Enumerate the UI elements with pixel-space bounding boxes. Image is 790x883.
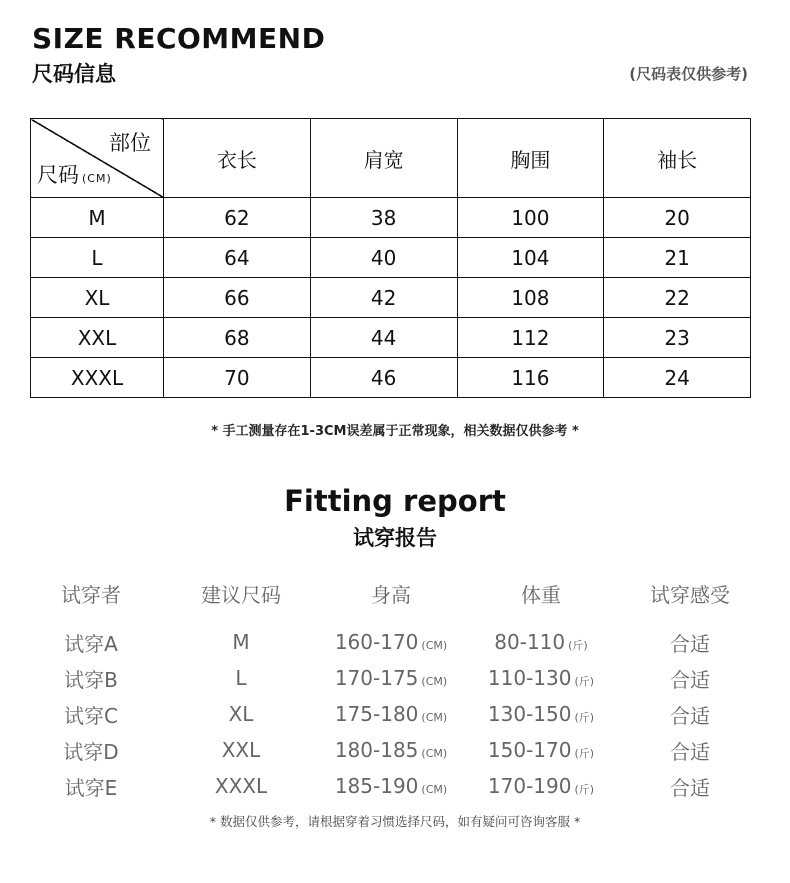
value-cell: 24 (604, 358, 751, 398)
size-cell: M (31, 198, 164, 238)
size-cell: L (31, 238, 164, 278)
fitting-header: 身高 (371, 582, 411, 607)
weight-cell: 150-170 (斤) (487, 738, 595, 762)
feel-cell: 合适 (670, 667, 710, 692)
size-cell: XXXL (31, 358, 164, 398)
fitting-row (16, 660, 764, 696)
column-header: 衣长 (164, 119, 311, 198)
table-row (31, 318, 751, 358)
tester-cell: 试穿B (64, 667, 118, 692)
fitting-note: * 数据仅供参考，请根据穿着习惯选择尺码，如有疑问可咨询客服 * (209, 814, 581, 829)
value-cell: 40 (310, 238, 457, 278)
height-cell: 180-185 (CM) (334, 738, 448, 762)
size-table (30, 118, 751, 398)
height-cell: 175-180 (CM) (334, 702, 448, 726)
fitting-header: 试穿者 (61, 582, 121, 607)
table-row (31, 238, 751, 278)
size-cell: XXL (31, 318, 164, 358)
weight-unit: (斤) (568, 639, 588, 652)
measurement-note: * 手工测量存在1-3CM误差属于正常现象，相关数据仅供参考 * (211, 424, 579, 439)
feel-cell: 合适 (670, 703, 710, 728)
value-cell: 112 (457, 318, 604, 358)
value-cell: 66 (164, 278, 311, 318)
height-cell: 185-190 (CM) (334, 774, 448, 798)
value-cell: 46 (310, 358, 457, 398)
tester-cell: 试穿E (64, 775, 118, 800)
value-cell: 38 (310, 198, 457, 238)
height-unit: (CM) (421, 711, 448, 724)
fitting-title-cn: 试穿报告 (353, 526, 437, 550)
size-cell: XXL (221, 738, 261, 762)
reference-note: (尺码表仅供参考) (629, 65, 748, 83)
value-cell: 62 (164, 198, 311, 238)
height-cell: 160-170 (CM) (334, 630, 448, 654)
table-row (31, 198, 751, 238)
feel-cell: 合适 (670, 739, 710, 764)
weight-unit: (斤) (574, 711, 595, 724)
tester-cell: 试穿C (64, 703, 118, 728)
value-cell: 64 (164, 238, 311, 278)
feel-cell: 合适 (670, 631, 710, 656)
weight-cell: 80-110 (斤) (494, 630, 588, 654)
value-cell: 44 (310, 318, 457, 358)
corner-size-label: 尺码 (CM) (37, 163, 112, 187)
weight-cell: 170-190 (斤) (487, 774, 595, 798)
height-cell: 170-175 (CM) (334, 666, 448, 690)
size-cell: L (235, 666, 247, 690)
value-cell: 108 (457, 278, 604, 318)
tester-cell: 试穿A (64, 631, 118, 656)
fitting-table (16, 576, 764, 804)
height-unit: (CM) (421, 639, 448, 652)
value-cell: 68 (164, 318, 311, 358)
height-unit: (CM) (421, 783, 448, 796)
height-unit: (CM) (421, 747, 448, 760)
weight-unit: (斤) (574, 783, 595, 796)
size-cell: M (232, 630, 250, 654)
size-cell: XL (228, 702, 254, 726)
fitting-header: 体重 (521, 582, 561, 607)
fitting-row (16, 624, 764, 660)
size-cell: XXXL (214, 774, 268, 798)
value-cell: 116 (457, 358, 604, 398)
column-header: 胸围 (457, 119, 604, 198)
value-cell: 22 (604, 278, 751, 318)
tester-cell: 试穿D (63, 739, 119, 764)
value-cell: 20 (604, 198, 751, 238)
table-row (31, 278, 751, 318)
weight-unit: (斤) (574, 675, 595, 688)
column-header: 袖长 (604, 119, 751, 198)
value-cell: 23 (604, 318, 751, 358)
column-header: 肩宽 (310, 119, 457, 198)
corner-unit: (CM) (82, 172, 112, 185)
feel-cell: 合适 (670, 775, 710, 800)
weight-cell: 110-130 (斤) (487, 666, 595, 690)
fitting-row (16, 732, 764, 768)
fitting-header: 试穿感受 (650, 582, 730, 607)
corner-cell (31, 119, 164, 198)
page-title-cn: 尺码信息 (32, 62, 116, 86)
fitting-row (16, 768, 764, 804)
corner-part-label: 部位 (109, 131, 151, 155)
page-title-en: SIZE RECOMMEND (32, 22, 326, 55)
fitting-row (16, 696, 764, 732)
value-cell: 100 (457, 198, 604, 238)
size-cell: XL (31, 278, 164, 318)
value-cell: 21 (604, 238, 751, 278)
height-unit: (CM) (421, 675, 448, 688)
value-cell: 104 (457, 238, 604, 278)
size-table-header-row (31, 119, 751, 198)
value-cell: 42 (310, 278, 457, 318)
fitting-header-row (16, 576, 764, 610)
weight-unit: (斤) (574, 747, 595, 760)
weight-cell: 130-150 (斤) (487, 702, 595, 726)
fitting-header: 建议尺码 (201, 582, 281, 607)
table-row (31, 358, 751, 398)
value-cell: 70 (164, 358, 311, 398)
fitting-title-en: Fitting report (284, 484, 506, 518)
